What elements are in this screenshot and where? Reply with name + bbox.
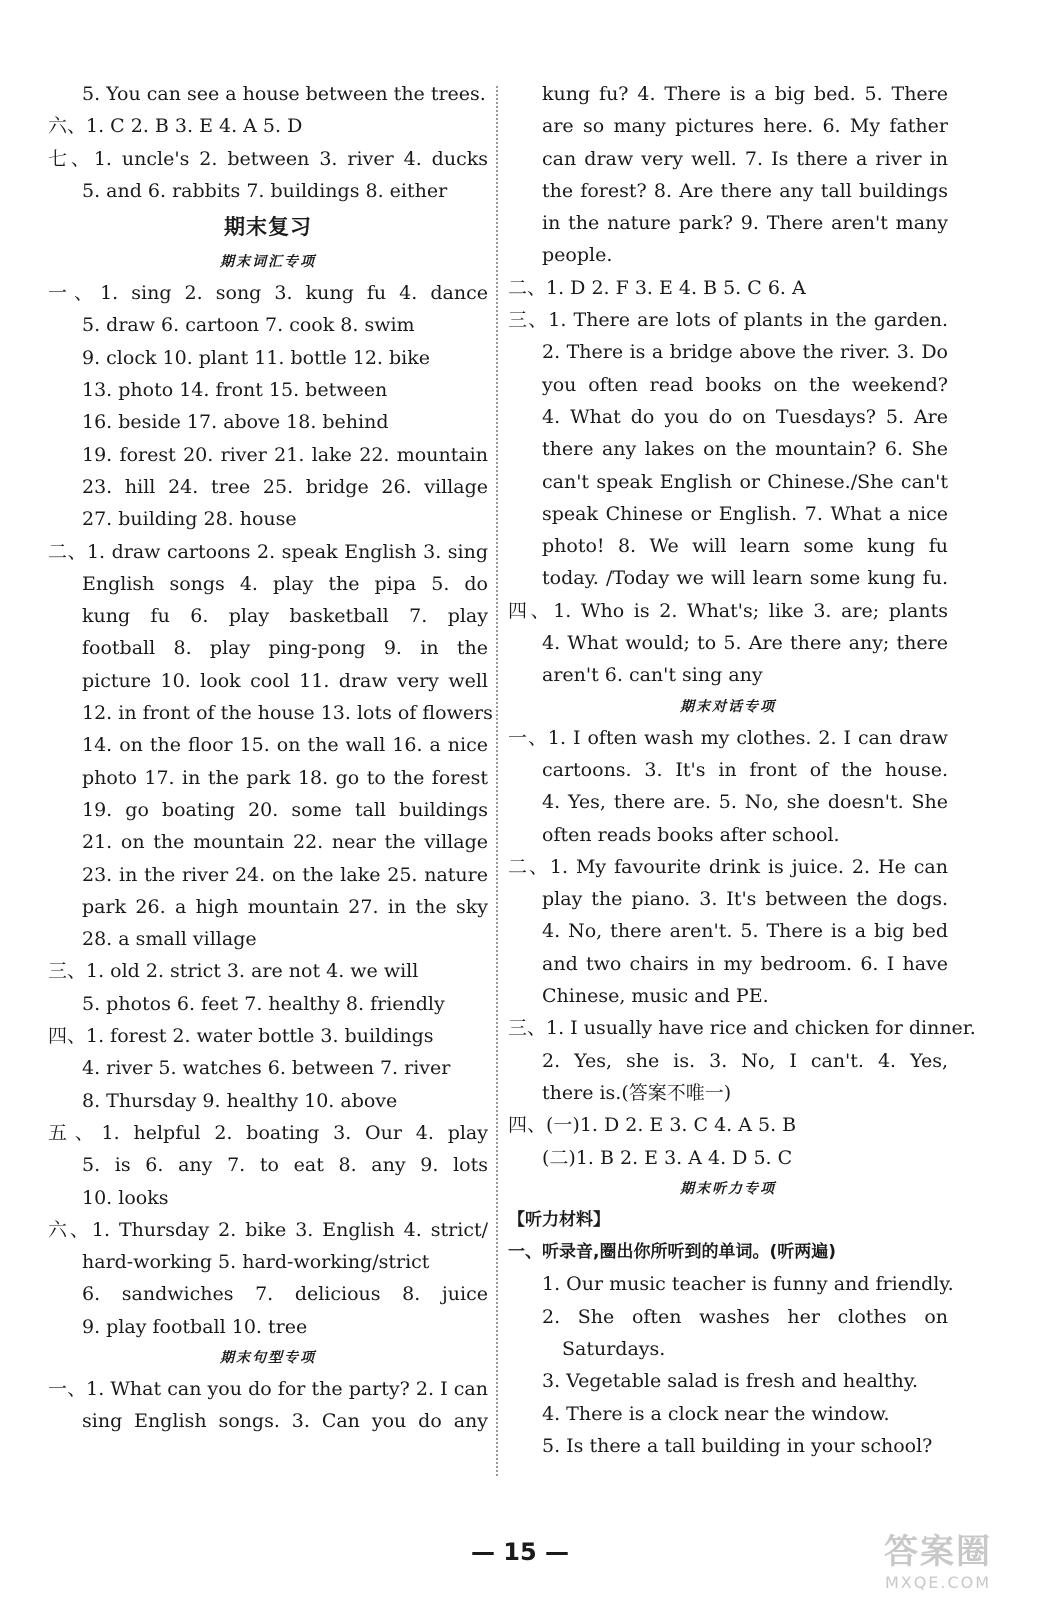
answer-line: 三、1. old 2. strict 3. are not 4. we will bbox=[48, 960, 419, 983]
answer-line: 19. forest 20. river 21. lake 22. mountain bbox=[82, 443, 488, 466]
answer-line: 19. go boating 20. some tall buildings bbox=[82, 798, 488, 821]
answer-line: and two chairs in my bedroom. 6. I have bbox=[542, 952, 948, 975]
answer-line: 4. Yes, there are. 5. No, she doesn't. She bbox=[542, 791, 948, 814]
answer-line: 16. beside 17. above 18. behind bbox=[82, 411, 389, 434]
answer-line: 27. building 28. house bbox=[82, 508, 297, 531]
answer-line: 一、1. I often wash my clothes. 2. I can draw bbox=[508, 726, 948, 749]
answer-line: 5. draw 6. cartoon 7. cook 8. swim bbox=[82, 314, 415, 337]
answer-line: 六、1. Thursday 2. bike 3. English 4. strict/ bbox=[48, 1218, 488, 1241]
right-column bbox=[508, 78, 976, 1462]
answer-line: 三、1. I usually have rice and chicken for dinner. bbox=[508, 1017, 976, 1040]
answer-line: 28. a small village bbox=[82, 928, 257, 951]
subsection-title: 期末对话专项 bbox=[680, 698, 776, 715]
answer-line: English songs 4. play the pipa 5. do bbox=[82, 572, 488, 595]
answer-line: people. bbox=[542, 244, 613, 267]
answer-line: 14. on the floor 15. on the wall 16. a nice bbox=[82, 734, 488, 757]
answer-line: 4. What do you do on Tuesdays? 5. Are bbox=[542, 405, 948, 428]
answer-line: kung fu 6. play basketball 7. play bbox=[82, 605, 488, 628]
answer-line: 3. Vegetable salad is fresh and healthy. bbox=[542, 1370, 918, 1393]
answer-line: play the piano. 3. It's between the dogs. bbox=[542, 888, 948, 911]
answer-line: 2. Yes, she is. 3. No, I can't. 4. Yes, bbox=[542, 1049, 948, 1072]
answer-line: cartoons. 3. It's in front of the house. bbox=[542, 758, 948, 781]
answer-line: Chinese, music and PE. bbox=[542, 985, 769, 1008]
answer-line: kung fu? 4. There is a big bed. 5. There bbox=[542, 83, 948, 105]
answer-line: 13. photo 14. front 15. between bbox=[82, 379, 388, 402]
answer-line: the forest? 8. Are there any tall buildings bbox=[542, 179, 948, 202]
answer-line: photo 17. in the park 18. go to the forest bbox=[82, 766, 488, 789]
page-number: — 15 — bbox=[470, 1538, 570, 1566]
answer-line: there any lakes on the mountain? 6. She bbox=[542, 438, 948, 461]
answer-line: often reads books after school. bbox=[542, 823, 840, 846]
answer-line: are so many pictures here. 6. My father bbox=[542, 115, 948, 138]
answer-line: 9. clock 10. plant 11. bottle 12. bike bbox=[82, 346, 430, 369]
answer-line: 5. and 6. rabbits 7. buildings 8. either bbox=[82, 179, 448, 202]
answer-line: can draw very well. 7. Is there a river in bbox=[542, 147, 948, 170]
answer-line: 【听力材料】 bbox=[508, 1209, 610, 1230]
answer-line: 二、1. D 2. F 3. E 4. B 5. C 6. A bbox=[508, 276, 806, 299]
watermark-text: 答案圈 bbox=[884, 1532, 992, 1572]
section-title: 期末复习 bbox=[224, 215, 312, 240]
watermark-url: MXQE.COM bbox=[884, 1573, 992, 1592]
answer-line: 6. sandwiches 7. delicious 8. juice bbox=[82, 1283, 488, 1306]
subsection-title: 期末听力专项 bbox=[680, 1180, 776, 1197]
answer-line: 5. photos 6. feet 7. healthy 8. friendly bbox=[82, 992, 445, 1015]
answer-line: 七、1. uncle's 2. between 3. river 4. ducks bbox=[48, 147, 488, 170]
answer-line: 4. What would; to 5. Are there any; there bbox=[542, 632, 948, 655]
answer-line: hard-working 5. hard-working/strict bbox=[82, 1251, 430, 1274]
answer-line: you often read books on the weekend? bbox=[542, 373, 948, 396]
answer-line: 六、1. C 2. B 3. E 4. A 5. D bbox=[48, 115, 303, 138]
answer-line: Saturdays. bbox=[562, 1337, 666, 1360]
answer-line: in the nature park? 9. There aren't many bbox=[542, 212, 948, 235]
answer-line: 二、1. My favourite drink is juice. 2. He can bbox=[508, 855, 948, 878]
answer-line: football 8. play ping-pong 9. in the bbox=[82, 637, 488, 660]
answer-line: 2. There is a bridge above the river. 3. Do bbox=[542, 341, 948, 364]
answer-line: 10. looks bbox=[82, 1186, 169, 1209]
answer-line: speak Chinese or English. 7. What a nice bbox=[542, 502, 948, 525]
answer-line: 23. hill 24. tree 25. bridge 26. village bbox=[82, 475, 488, 498]
answer-line: (二)1. B 2. E 3. A 4. D 5. C bbox=[542, 1146, 793, 1169]
answer-line: 5. Is there a tall building in your school? bbox=[542, 1434, 933, 1457]
answer-line: 二、1. draw cartoons 2. speak English 3. sing bbox=[48, 540, 488, 563]
answer-line: aren't 6. can't sing any bbox=[542, 664, 763, 687]
answer-line: 2. She often washes her clothes on bbox=[542, 1305, 948, 1328]
answer-line: 三、1. There are lots of plants in the garden. bbox=[508, 309, 948, 332]
answer-line: 一、1. sing 2. song 3. kung fu 4. dance bbox=[48, 282, 488, 305]
answer-line: 4. No, there aren't. 5. There is a big bed bbox=[542, 920, 948, 943]
answer-line: 四、1. Who is 2. What's; like 3. are; plants bbox=[508, 599, 948, 622]
watermark-logo bbox=[848, 1524, 1028, 1592]
answer-line: 5. is 6. any 7. to eat 8. any 9. lots bbox=[82, 1154, 488, 1177]
answer-line: 4. There is a clock near the window. bbox=[542, 1402, 890, 1425]
answer-line: 23. in the river 24. on the lake 25. nature bbox=[82, 863, 488, 886]
answer-line: 1. Our music teacher is funny and friendly. bbox=[542, 1273, 954, 1296]
answer-line: 5. You can see a house between the trees. bbox=[82, 83, 486, 105]
answer-line: 8. Thursday 9. healthy 10. above bbox=[82, 1089, 398, 1112]
answer-line: 四、1. forest 2. water bottle 3. buildings bbox=[48, 1025, 434, 1048]
left-column bbox=[48, 78, 493, 1438]
answer-line: 四、(一)1. D 2. E 3. C 4. A 5. B bbox=[508, 1114, 797, 1137]
answer-line: park 26. a high mountain 27. in the sky bbox=[82, 895, 488, 918]
answer-line: 12. in front of the house 13. lots of flowers bbox=[82, 702, 493, 725]
answer-line: 一、1. What can you do for the party? 2. I can bbox=[48, 1377, 488, 1400]
answer-line: picture 10. look cool 11. draw very well bbox=[82, 669, 488, 692]
answer-line: 9. play football 10. tree bbox=[82, 1315, 308, 1338]
column-divider bbox=[496, 86, 498, 1476]
subsection-title: 期末句型专项 bbox=[220, 1349, 316, 1366]
answer-line: 五、1. helpful 2. boating 3. Our 4. play bbox=[48, 1121, 488, 1144]
answer-line: sing English songs. 3. Can you do any bbox=[82, 1410, 488, 1433]
answer-line: there is.(答案不唯一) bbox=[542, 1081, 732, 1104]
answer-line: 一、听录音,圈出你所听到的单词。(听两遍) bbox=[508, 1242, 836, 1263]
answer-line: can't speak English or Chinese./She can't bbox=[542, 470, 948, 493]
answer-line: 4. river 5. watches 6. between 7. river bbox=[82, 1057, 451, 1080]
answer-line: today. /Today we will learn some kung fu. bbox=[542, 567, 948, 590]
subsection-title: 期末词汇专项 bbox=[220, 254, 316, 271]
answer-line: 21. on the mountain 22. near the village bbox=[82, 831, 488, 854]
answer-line: photo! 8. We will learn some kung fu bbox=[542, 535, 948, 558]
